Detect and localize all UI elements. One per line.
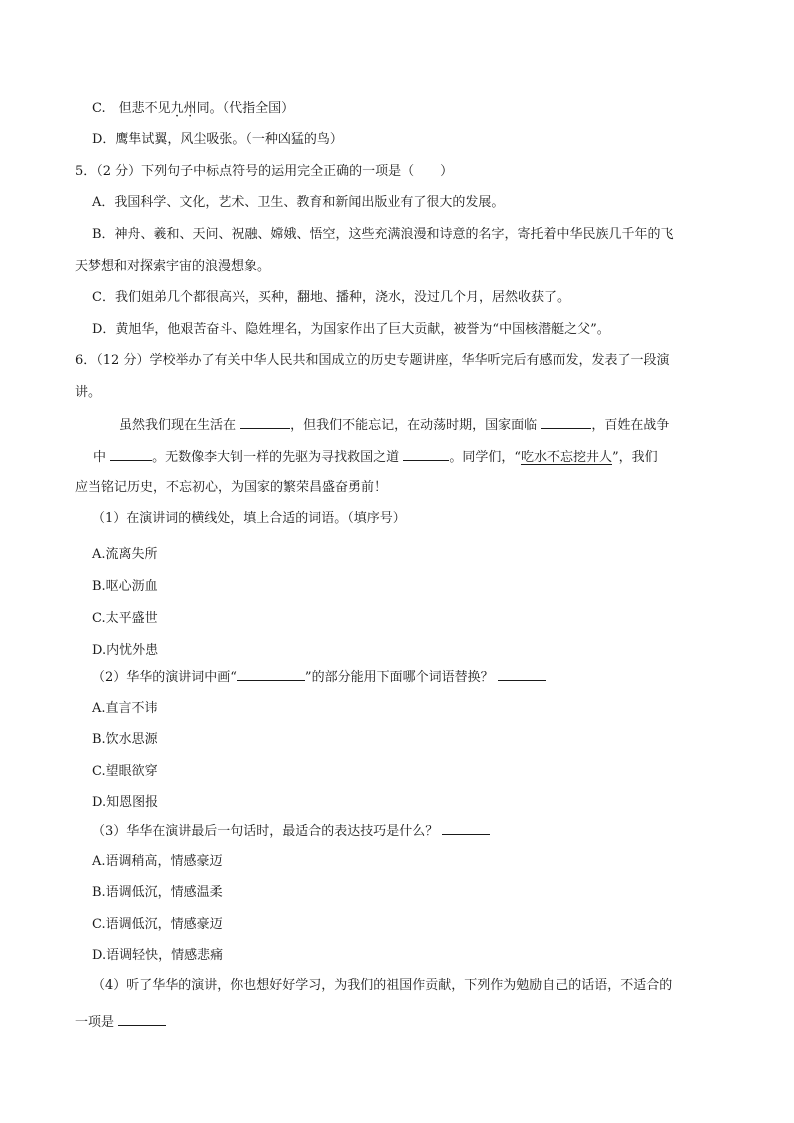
- speech-line2: 中 。无数像李大钊一样的先驱为寻找救国之道 。同学们，“吃水不忘挖井人”，我们: [93, 446, 658, 468]
- speech-line3: 应当铭记历史，不忘初心，为国家的繁荣昌盛奋勇前！: [75, 480, 388, 495]
- q6-sub3-option-d: D.语调轻快，情感悲痛: [92, 948, 224, 963]
- emphasis-dot-char: 九: [170, 101, 184, 116]
- q6-sub1-option-a: A.流离失所: [92, 547, 158, 562]
- q6-stem-line1: 6．（12 分）学校举办了有关中华人民共和国成立的历史专题讲座，华华听完后有感而发，发表了一段演: [75, 353, 670, 368]
- q6-sub2-stem: （2）华华的演讲词中画“ ”的部分能用下面哪个词语替换？: [92, 666, 546, 688]
- q6-sub1-option-b: B.呕心沥血: [92, 579, 158, 594]
- q5-option-a: A．我国科学、文化，艺术、卫生、教育和新闻出版业有了很大的发展。: [92, 195, 505, 210]
- answer-blank[interactable]: [403, 446, 449, 461]
- emphasis-dot-char: 州: [183, 101, 197, 116]
- q6-sub4-stem-line2: 一项是: [75, 1011, 166, 1033]
- q6-sub3-stem: （3）华华在演讲最后一句话时，最适合的表达技巧是什么？: [92, 820, 490, 842]
- q6-stem-line2: 讲。: [75, 385, 102, 400]
- underlined-phrase: 吃水不忘挖井人: [520, 450, 612, 465]
- q4-option-c: C. 但悲不见九州同。（代指全国）: [92, 101, 295, 116]
- q6-sub1-option-c: C.太平盛世: [92, 611, 158, 626]
- answer-blank[interactable]: [442, 820, 490, 835]
- q6-sub2-option-c: C.望眼欲穿: [92, 764, 158, 779]
- q6-sub1-option-d: D.内忧外患: [92, 643, 159, 658]
- q6-sub2-option-a: A.直言不讳: [92, 701, 158, 716]
- answer-blank[interactable]: [118, 1011, 166, 1026]
- q5-option-b-line1: B．神舟、羲和、天问、祝融、嫦娥、悟空，这些充满浪漫和诗意的名字，寄托着中华民族几千年的飞: [92, 227, 674, 242]
- underline-marker: [237, 666, 305, 681]
- q6-sub1-stem: （1）在演讲词的横线处，填上合适的词语。（填序号）: [92, 511, 406, 526]
- q6-sub2-option-d: D.知恩图报: [92, 795, 159, 810]
- answer-blank[interactable]: [498, 666, 546, 681]
- q5-stem: 5．（2 分）下列句子中标点符号的运用完全正确的一项是（ ）: [75, 164, 454, 179]
- q6-sub4-stem-line1: （4）听了华华的演讲，你也想好好学习，为我们的祖国作贡献，下列作为勉励自己的话语，不适合的: [92, 978, 673, 993]
- q4-option-d: D．鹰隼试翼，风尘吸张。（一种凶猛的鸟）: [92, 132, 343, 147]
- q5-option-c: C．我们姐弟几个都很高兴，买种，翻地、播种，浇水，没过几个月，居然收获了。: [92, 290, 570, 305]
- answer-blank[interactable]: [110, 446, 152, 461]
- q5-option-b-line2: 天梦想和对探索宇宙的浪漫想象。: [75, 259, 271, 274]
- answer-blank[interactable]: [541, 414, 591, 429]
- q6-sub3-option-a: A.语调稍高，情感豪迈: [92, 854, 223, 869]
- answer-blank[interactable]: [240, 414, 290, 429]
- q6-sub3-option-c: C.语调低沉，情感豪迈: [92, 917, 223, 932]
- speech-line1: 虽然我们现在生活在 ，但我们不能忘记，在动荡时期，国家面临 ，百姓在战争: [119, 414, 669, 436]
- q5-option-d: D．黄旭华，他艰苦奋斗、隐姓埋名，为国家作出了巨大贡献，被誉为“中国核潜艇之父”。: [92, 322, 610, 337]
- q6-sub2-option-b: B.饮水思源: [92, 732, 158, 747]
- q6-sub3-option-b: B.语调低沉，情感温柔: [92, 885, 223, 900]
